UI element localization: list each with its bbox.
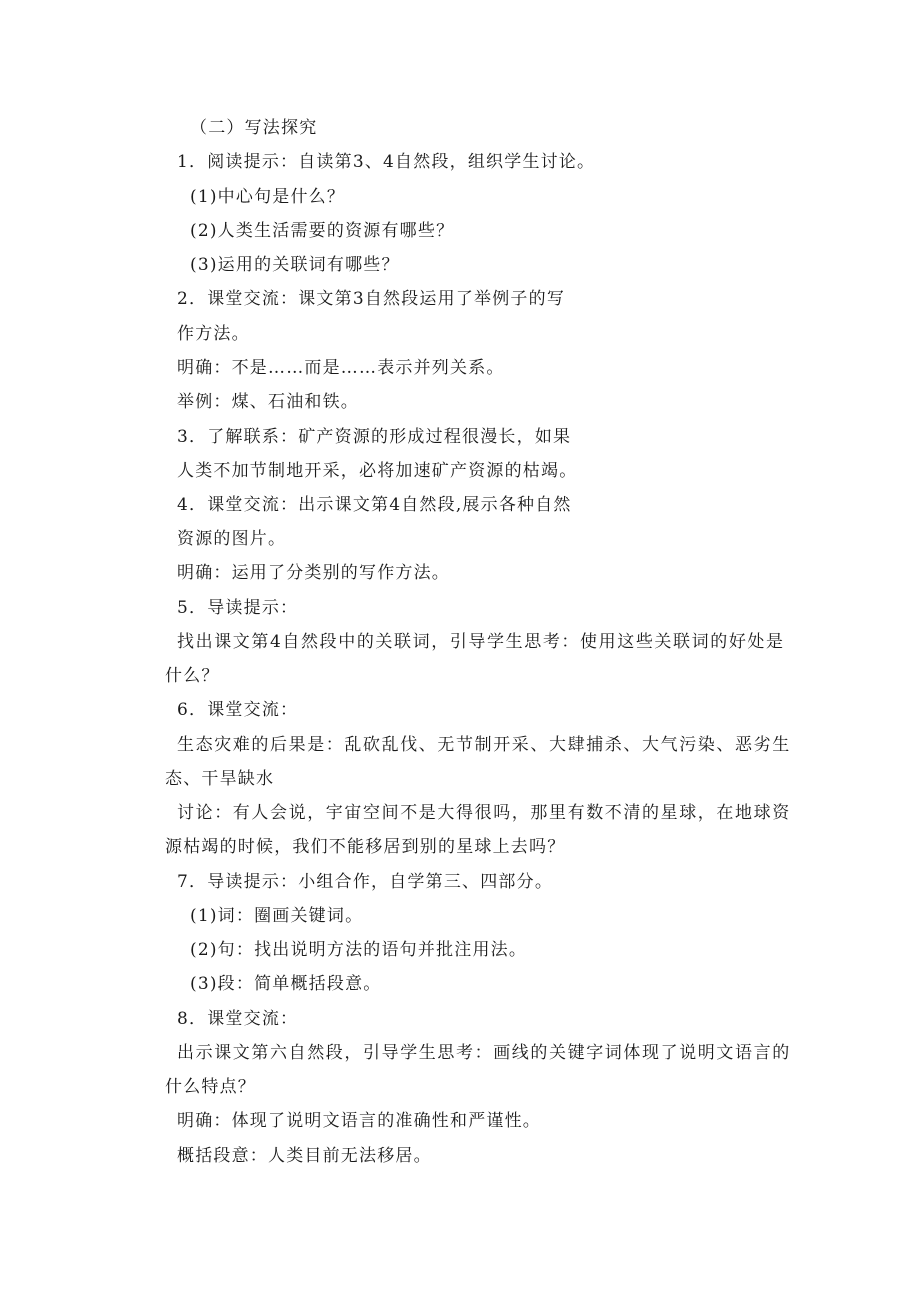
discussion: 讨论：有人会说，宇宙空间不是大得很吗，那里有数不清的星球，在地球资 bbox=[177, 803, 791, 823]
task-7-2: (2)句：找出说明方法的语句并批注用法。 bbox=[190, 940, 528, 960]
step-8-body: 出示课文第六自然段，引导学生思考：画线的关键字词体现了说明文语言的 bbox=[177, 1043, 791, 1063]
question-1-3: (3)运用的关联词有哪些？ bbox=[190, 255, 400, 275]
clarify-8: 明确：体现了说明文语言的准确性和严谨性。 bbox=[177, 1111, 541, 1131]
step-4: 4．课堂交流：出示课文第4自然段,展示各种自然 bbox=[177, 495, 572, 515]
question-1-2: (2)人类生活需要的资源有哪些？ bbox=[190, 221, 455, 241]
step-8-body-cont: 什么特点？ bbox=[165, 1077, 256, 1097]
clarify-2: 明确：不是……而是……表示并列关系。 bbox=[177, 358, 505, 378]
step-2: 2．课堂交流：课文第3自然段运用了举例子的写 bbox=[177, 289, 566, 309]
step-3-cont: 人类不加节制地开采，必将加速矿产资源的枯竭。 bbox=[177, 461, 578, 481]
step-5: 5．导读提示： bbox=[177, 598, 299, 618]
step-4-cont: 资源的图片。 bbox=[177, 529, 287, 549]
task-7-3: (3)段：简单概括段意。 bbox=[190, 974, 382, 994]
step-3: 3．了解联系：矿产资源的形成过程很漫长，如果 bbox=[177, 427, 572, 447]
discussion-cont: 源枯竭的时候，我们不能移居到别的星球上去吗？ bbox=[165, 837, 566, 857]
step-6-body: 生态灾难的后果是：乱砍乱伐、无节制开采、大肆捕杀、大气污染、恶劣生 bbox=[177, 735, 791, 755]
step-6-body-cont: 态、干旱缺水 bbox=[165, 769, 275, 789]
step-2-cont: 作方法。 bbox=[177, 324, 250, 344]
step-8: 8．课堂交流： bbox=[177, 1009, 299, 1029]
clarify-4: 明确：运用了分类别的写作方法。 bbox=[177, 563, 450, 583]
step-7: 7．导读提示：小组合作，自学第三、四部分。 bbox=[177, 872, 554, 892]
example-2: 举例：煤、石油和铁。 bbox=[177, 392, 359, 412]
step-1: 1．阅读提示：自读第3、4自然段，组织学生讨论。 bbox=[177, 152, 596, 172]
question-1-1: (1)中心句是什么？ bbox=[190, 187, 346, 207]
step-6: 6．课堂交流： bbox=[177, 700, 299, 720]
section-heading: （二）写法探究 bbox=[190, 118, 318, 138]
summary-8: 概括段意：人类目前无法移居。 bbox=[177, 1146, 432, 1166]
task-7-1: (1)词：圈画关键词。 bbox=[190, 906, 364, 926]
step-5-body: 找出课文第4自然段中的关联词，引导学生思考：使用这些关联词的好处是 bbox=[177, 632, 785, 652]
step-5-body-cont: 什么？ bbox=[165, 666, 220, 686]
